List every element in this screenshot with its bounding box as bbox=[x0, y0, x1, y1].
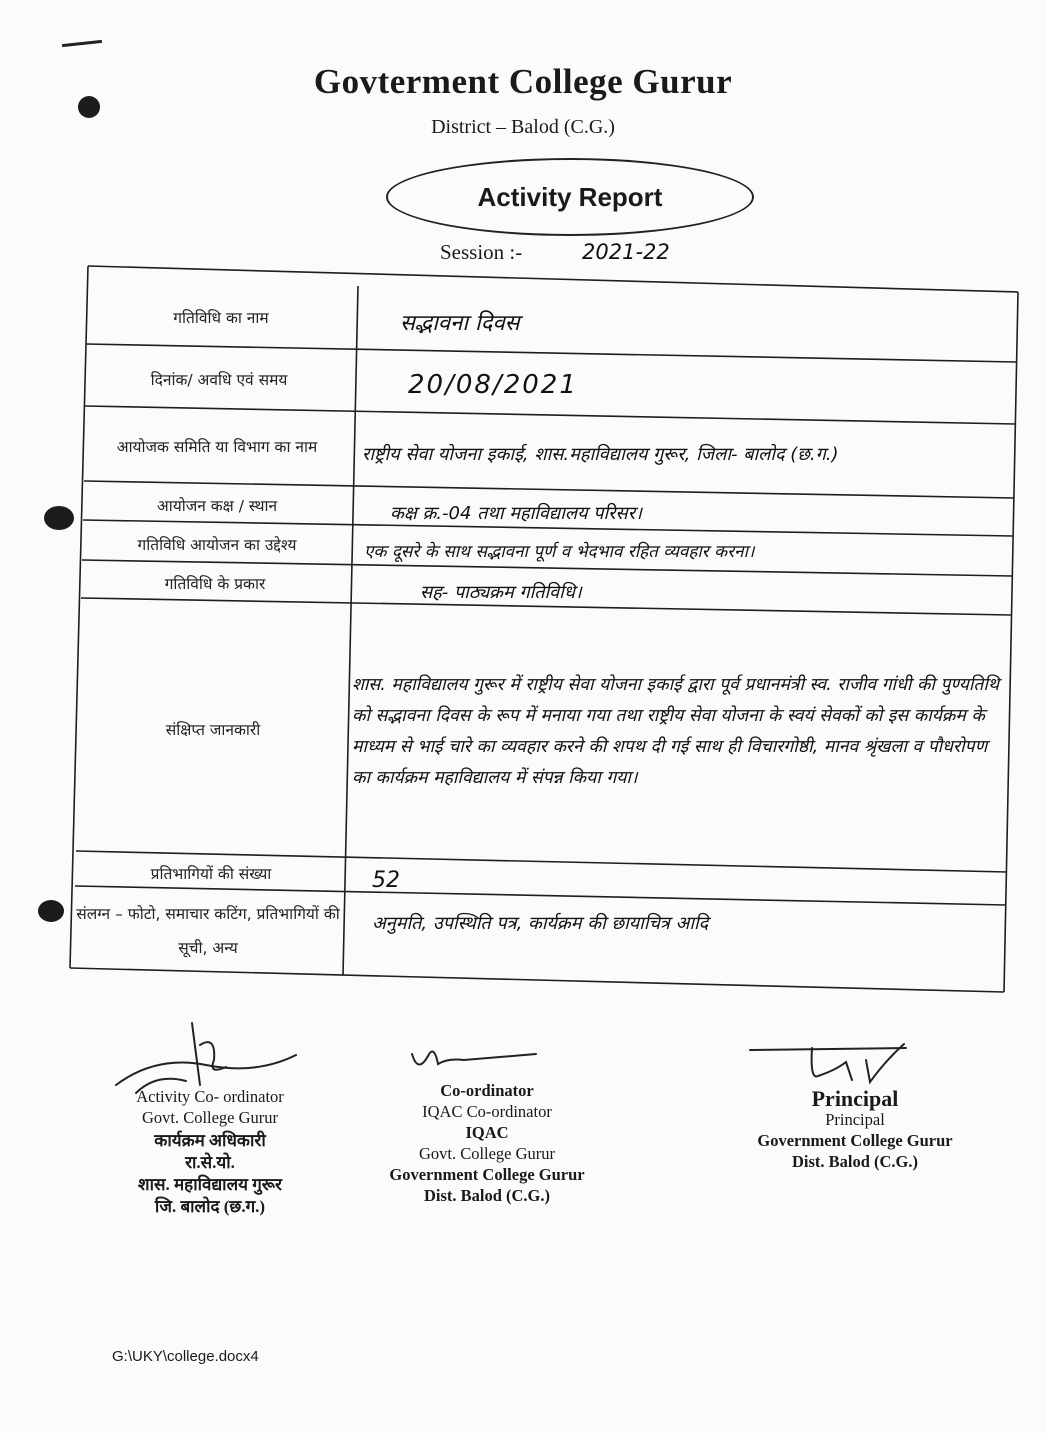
file-path: G:\UKY\college.docx4 bbox=[112, 1348, 259, 1365]
college-title: Govterment College Gurur bbox=[313, 62, 733, 101]
field-label-brief-info: संक्षिप्त जानकारी bbox=[165, 721, 261, 739]
stamp-line: शास. महाविद्यालय गुरूर bbox=[138, 1175, 282, 1194]
iqac-stamp-college: Government College Gurur bbox=[389, 1165, 585, 1184]
field-label-activity-type: गतिविधि के प्रकार bbox=[164, 575, 266, 593]
field-value-attachments: अनुमति, उपस्थिति पत्र, कार्यक्रम की छायाचित्र आदि bbox=[372, 913, 709, 934]
activity-coordinator-stamp bbox=[100, 1130, 320, 1218]
field-label-organizer: आयोजक समिति या विभाग का नाम bbox=[116, 438, 318, 456]
field-value-participant-count: 52 bbox=[372, 867, 400, 893]
session-label: Session :- bbox=[440, 240, 523, 264]
field-label-venue: आयोजन कक्ष / स्थान bbox=[156, 497, 278, 515]
iqac-coordinator-org: Govt. College Gurur bbox=[418, 1144, 556, 1163]
field-value-activity-name: सद्भावना दिवस bbox=[400, 311, 520, 336]
activity-coordinator-org: Govt. College Gurur bbox=[141, 1108, 279, 1127]
field-value-purpose: एक दूसरे के साथ सद्भावना पूर्ण व भेदभाव रहित व्यवहार करना। bbox=[364, 541, 755, 562]
field-value-venue: कक्ष क्र.-04 तथा महाविद्यालय परिसर। bbox=[390, 503, 642, 524]
field-label-date-time: दिनांक/ अवधि एवं समय bbox=[150, 371, 288, 389]
field-label-activity-name: गतिविधि का नाम bbox=[173, 309, 269, 327]
iqac-coordinator-block bbox=[382, 1080, 592, 1206]
field-label-attachments: संलग्न – फोटो, समाचार कटिंग, प्रतिभागियों की सूची, अन्य bbox=[76, 905, 340, 957]
stamp-line: जि. बालोद (छ.ग.) bbox=[154, 1197, 266, 1216]
field-value-date: 20/08/2021 bbox=[408, 370, 578, 400]
principal-stamp-college: Government College Gurur bbox=[757, 1131, 953, 1150]
principal-stamp-dist: Dist. Balod (C.G.) bbox=[791, 1152, 919, 1171]
principal-block bbox=[750, 1088, 960, 1172]
activity-coordinator-title: Activity Co- ordinator bbox=[136, 1087, 284, 1106]
field-value-brief-info: शास. महाविद्यालय गुरूर में राष्ट्रीय सेवा योजना इकाई द्वारा पूर्व प्रधानमंत्री स्व. राजीव गांधी की पुण्यतिथि को सद्भावना दिवस के रूप में मनाया गया तथा राष्ट्रीय सेवा योजना के स्वयं सेवकों को इस कार्यक्रम के माध्यम से भाई चारे का व्यवहार करने की शपथ दी गई साथ ही विचारगोष्ठी, मानव श्रृंखला व पौधरोपण का कार्यक्रम महाविद्यालय में संपन्न किया गया। bbox=[352, 675, 1000, 788]
iqac-stamp-iqac: IQAC bbox=[465, 1123, 509, 1142]
principal-title: Principal bbox=[825, 1110, 885, 1129]
field-value-organizer: राष्ट्रीय सेवा योजना इकाई, शास.महाविद्यालय गुरूर, जिला- बालोद (छ.ग.) bbox=[362, 444, 839, 465]
report-title: Activity Report bbox=[477, 181, 663, 212]
field-value-activity-type: सह- पाठ्यक्रम गतिविधि। bbox=[420, 582, 582, 603]
iqac-stamp-coordinator: Co-ordinator bbox=[440, 1081, 534, 1100]
field-label-participant-count: प्रतिभागियों की संख्या bbox=[150, 865, 272, 883]
principal-stamp-title: Principal bbox=[811, 1086, 899, 1111]
activity-coordinator-block bbox=[100, 1086, 320, 1218]
field-label-purpose: गतिविधि आयोजन का उद्देश्य bbox=[137, 536, 297, 554]
iqac-stamp-dist: Dist. Balod (C.G.) bbox=[423, 1186, 551, 1205]
session-value: 2021-22 bbox=[582, 240, 670, 264]
district-line: District – Balod (C.G.) bbox=[431, 116, 615, 138]
stamp-line: रा.से.यो. bbox=[185, 1153, 235, 1172]
iqac-coordinator-title: IQAC Co-ordinator bbox=[422, 1102, 552, 1121]
stamp-line: कार्यक्रम अधिकारी bbox=[154, 1131, 266, 1150]
